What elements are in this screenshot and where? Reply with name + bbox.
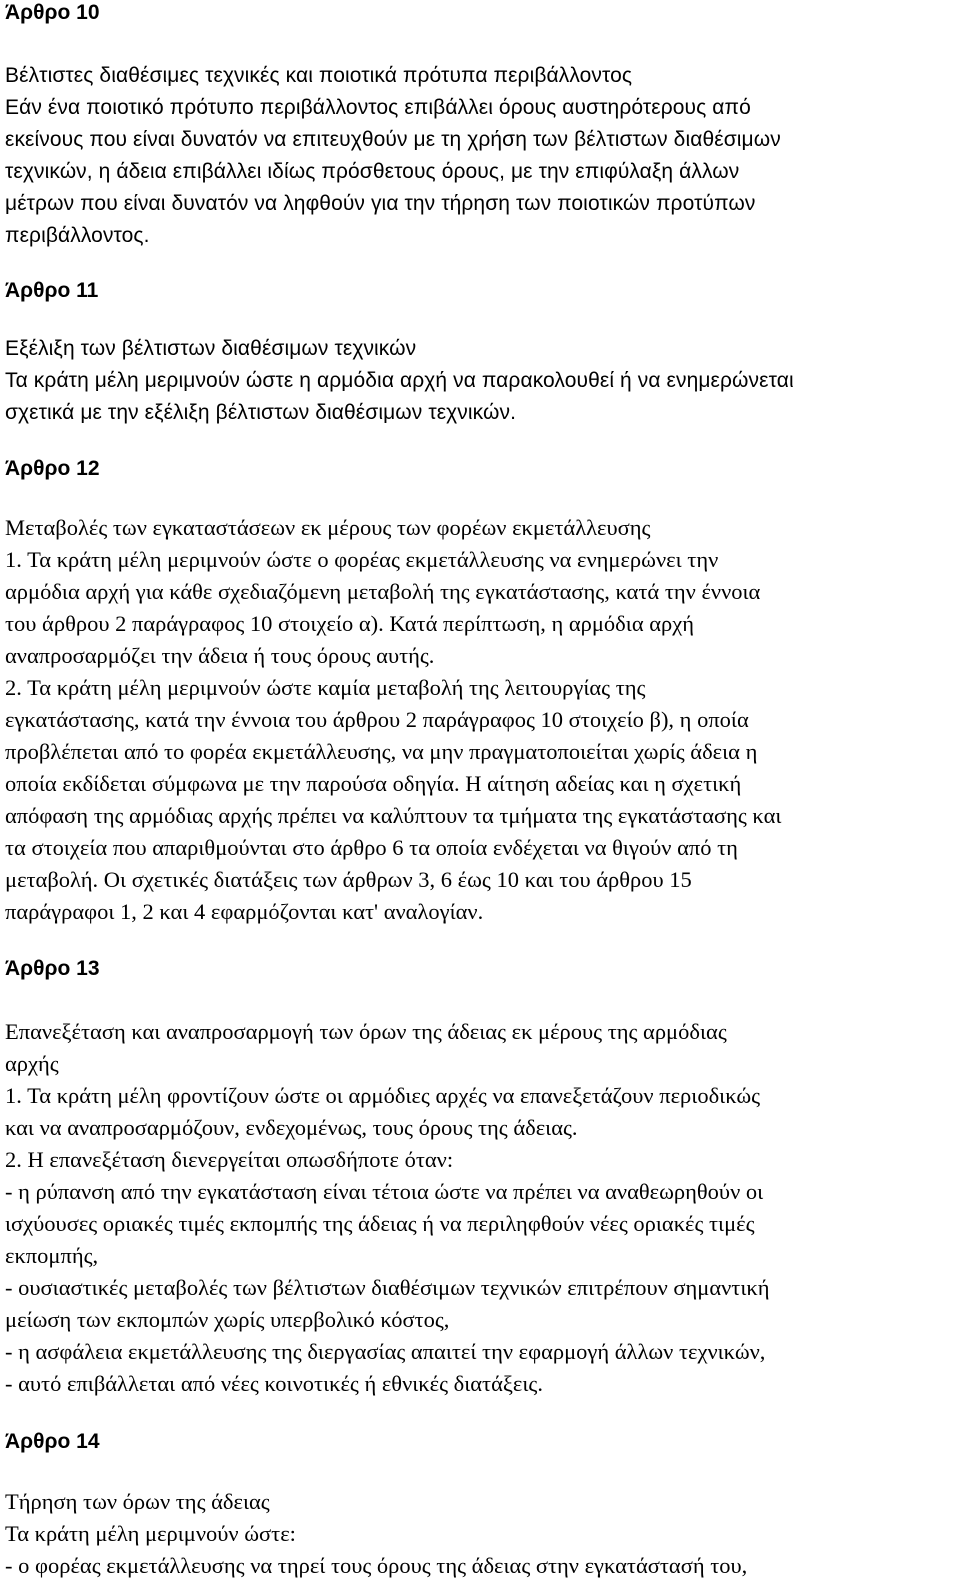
text-line: ισχύουσες οριακές τιμές εκπομπής της άδειας ή να περιληφθούν νέες οριακές τιμές (5, 1211, 755, 1236)
text-line: αναπροσαρμόζει την άδεια ή τους όρους αυτής. (5, 643, 435, 668)
text-line: περιβάλλοντος. (5, 224, 150, 247)
article-13-heading: Άρθρο 13 (5, 957, 100, 980)
text-line: μέτρων που είναι δυνατόν να ληφθούν για την τήρηση των ποιοτικών προτύπων (5, 192, 756, 215)
article-14-heading: Άρθρο 14 (5, 1430, 100, 1453)
text-line: - ο φορέας εκμετάλλευσης να τηρεί τους όρους της άδειας στην εγκατάστασή του, (5, 1553, 748, 1578)
article-11-heading: Άρθρο 11 (5, 279, 99, 302)
text-line: Τα κράτη μέλη μεριμνούν ώστε: (5, 1521, 296, 1546)
text-line: οποία εκδίδεται σύμφωνα με την παρούσα οδηγία. Η αίτηση αδείας και η σχετική (5, 771, 742, 796)
text-line: Τα κράτη μέλη μεριμνούν ώστε η αρμόδια αρχή να παρακολουθεί ή να ενημερώνεται (5, 369, 794, 392)
text-line: 2. Η επανεξέταση διενεργείται οπωσδήποτε όταν: (5, 1147, 454, 1172)
article-14-title: Τήρηση των όρων της άδειας (5, 1489, 270, 1514)
article-12-title: Μεταβολές των εγκαταστάσεων εκ μέρους των φορέων εκμετάλλευσης (5, 515, 651, 540)
text-line: μεταβολή. Οι σχετικές διατάξεις των άρθρων 3, 6 έως 10 και του άρθρου 15 (5, 867, 692, 892)
text-line: τα στοιχεία που απαριθμούνται στο άρθρο 6 τα οποία ενδέχεται να θιγούν από τη (5, 835, 738, 860)
text-line: - αυτό επιβάλλεται από νέες κοινοτικές ή εθνικές διατάξεις. (5, 1371, 543, 1396)
text-line: 1. Τα κράτη μέλη φροντίζουν ώστε οι αρμόδιες αρχές να επανεξετάζουν περιοδικώς (5, 1083, 761, 1108)
text-line: του άρθρου 2 παράγραφος 10 στοιχείο α). Κατά περίπτωση, η αρμόδια αρχή (5, 611, 695, 636)
article-13-body (5, 1016, 955, 1400)
text-line: μείωση των εκπομπών χωρίς υπερβολικό κόστος, (5, 1307, 450, 1332)
text-line: εκείνους που είναι δυνατόν να επιτευχθούν με τη χρήση των βέλτιστων διαθέσιμων (5, 128, 781, 151)
text-line: - η ασφάλεια εκμετάλλευσης της διεργασίας απαιτεί την εφαρμογή άλλων τεχνικών, (5, 1339, 766, 1364)
article-10-title: Βέλτιστες διαθέσιμες τεχνικές και ποιοτικά πρότυπα περιβάλλοντος (5, 64, 633, 87)
article-12-heading: Άρθρο 12 (5, 457, 100, 480)
text-line: προβλέπεται από το φορέα εκμετάλλευσης, να μην πραγματοποιείται χωρίς άδεια η (5, 739, 758, 764)
article-10-heading: Άρθρο 10 (5, 1, 100, 24)
text-line: απόφαση της αρμόδιας αρχής πρέπει να καλύπτουν τα τμήματα της εγκατάστασης και (5, 803, 782, 828)
text-line: και να αναπροσαρμόζουν, ενδεχομένως, τους όρους της άδειας. (5, 1115, 578, 1140)
document-page (0, 1, 955, 1582)
article-10-body (5, 60, 955, 252)
text-line: 1. Τα κράτη μέλη μεριμνούν ώστε ο φορέας εκμετάλλευσης να ενημερώνει την (5, 547, 719, 572)
article-13-title: Επανεξέταση και αναπροσαρμογή των όρων της άδειας εκ μέρους της αρμόδιας (5, 1019, 727, 1044)
text-line: 2. Τα κράτη μέλη μεριμνούν ώστε καμία μεταβολή της λειτουργίας της (5, 675, 646, 700)
text-line: παράγραφοι 1, 2 και 4 εφαρμόζονται κατ' αναλογίαν. (5, 899, 484, 924)
text-line: αρμόδια αρχή για κάθε σχεδιαζόμενη μεταβολή της εγκατάστασης, κατά την έννοια (5, 579, 761, 604)
text-line: εκπομπής, (5, 1243, 99, 1268)
article-11-title: Εξέλιξη των βέλτιστων διαθέσιμων τεχνικών (5, 337, 417, 360)
text-line: εγκατάστασης, κατά την έννοια του άρθρου 2 παράγραφος 10 στοιχείο β), η οποία (5, 707, 749, 732)
text-line: - ουσιαστικές μεταβολές των βέλτιστων διαθέσιμων τεχνικών επιτρέπουν σημαντική (5, 1275, 770, 1300)
text-line: σχετικά με την εξέλιξη βέλτιστων διαθέσιμων τεχνικών. (5, 401, 517, 424)
text-line: τεχνικών, η άδεια επιβάλλει ιδίως πρόσθετους όρους, με την επιφύλαξη άλλων (5, 160, 740, 183)
text-line: αρχής (5, 1051, 59, 1076)
article-11-body (5, 333, 955, 429)
text-line: Εάν ένα ποιοτικό πρότυπο περιβάλλοντος επιβάλλει όρους αυστηρότερους από (5, 96, 751, 119)
text-line: - η ρύπανση από την εγκατάσταση είναι τέτοια ώστε να πρέπει να αναθεωρηθούν οι (5, 1179, 764, 1204)
article-14-body (5, 1486, 955, 1582)
article-12-body (5, 512, 955, 928)
